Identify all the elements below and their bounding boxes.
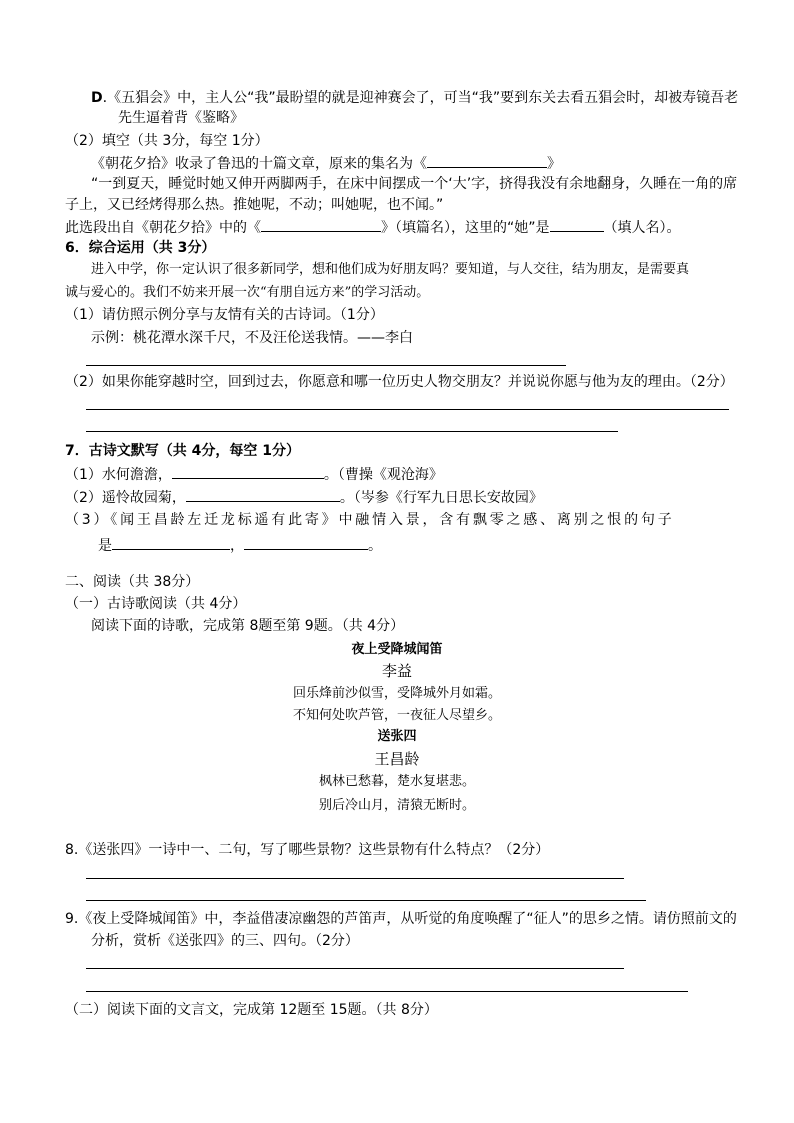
answer-line[interactable] [86, 991, 688, 992]
answer-line[interactable] [86, 431, 618, 432]
poem1-line-1: 回乐烽前沙似雪，受降城外月如霜。 [292, 686, 501, 701]
poem2-title: 送张四 [377, 729, 417, 744]
poem1-line-2: 不知何处吹芦管，一夜征人尽望乡。 [292, 708, 501, 723]
q6-intro-1: 进入中学，你一定认识了很多新同学，想和他们成为好朋友吗？要知道，与人交往，结为朋友，是需要真 [91, 262, 690, 277]
answer-blank[interactable] [261, 216, 381, 232]
q6-sub2: （2）如果你能穿越时空，回到过去，你愿意和哪一位历史人物交朋友？并说说你愿与他为友的理由。（2分） [65, 374, 734, 390]
option-d-line-1: D.《五猖会》中，主人公“我”最盼望的就是迎神赛会了，可当“我”要到东关去看五猖会时，却被寿镜吾老 [91, 90, 739, 106]
q6-sub1: （1）请仿照示例分享与友情有关的古诗词。（1分） [65, 307, 384, 323]
q7-sentence-3-blanks: 是 ， 。 [98, 534, 382, 556]
poem1-title: 夜上受降城闻笛 [351, 642, 443, 657]
answer-line[interactable] [86, 900, 646, 901]
q6-intro-2: 诚与爱心的。我们不妨来开展一次“有朋自远方来”的学习活动。 [65, 285, 430, 300]
answer-blank[interactable] [172, 463, 324, 479]
fill-question-1: 《朝花夕拾》收录了鲁迅的十篇文章，原来的集名为《 》 [91, 152, 561, 174]
quote-line-1: “一到夏天，睡觉时她又伸开两脚两手，在床中间摆成一个‘大’字，挤得我没有余地翻身，久睡在一角的席 [91, 176, 738, 192]
q6-example: 示例：桃花潭水深千尺，不及汪伦送我情。——李白 [91, 330, 413, 346]
option-d-line-2: 先生逼着背《鉴略》 [118, 110, 244, 126]
q7-sentence-2: （2）遥怜故园菊， 。（岑参《行军九日思长安故园》 [65, 486, 543, 508]
answer-line[interactable] [86, 365, 566, 366]
fill-heading: （2）填空（共 3分，每空 1分） [65, 133, 269, 149]
answer-blank[interactable] [244, 534, 368, 550]
answer-line[interactable] [86, 878, 624, 879]
poem2-author: 王昌龄 [374, 750, 420, 768]
poem1-author: 李益 [381, 662, 412, 680]
question-8: 8.《送张四》一诗中一、二句，写了哪些景物？这些景物有什么特点？（2分） [65, 842, 550, 858]
quote-line-2: 子上，又已经烤得那么热。推她呢，不动；叫她呢，也不闻。” [65, 197, 444, 213]
poetry-heading: （一）古诗歌阅读（共 4分） [65, 596, 247, 612]
reading-heading: 二、阅读（共 38分） [65, 574, 200, 590]
classical-heading: （二）阅读下面的文言文，完成第 12题至 15题。（共 8分） [65, 1002, 438, 1018]
poem2-line-2: 别后冷山月，清猿无断时。 [318, 798, 475, 813]
answer-blank[interactable] [186, 486, 340, 502]
answer-blank[interactable] [427, 152, 547, 168]
answer-blank[interactable] [550, 216, 604, 232]
fill-question-2: 此选段出自《朝花夕拾》中的《 》（填篇名），这里的“她”是 （填人名）。 [65, 216, 681, 238]
q6-heading: 6．综合运用（共 3分） [65, 240, 216, 256]
answer-line[interactable] [86, 409, 729, 410]
q7-heading: 7．古诗文默写（共 4分，每空 1分） [65, 443, 300, 459]
question-9-line-1: 9.《夜上受降城闻笛》中，李益借凄凉幽怨的芦笛声，从听觉的角度唤醒了“征人”的思乡之情。请仿照前文的 [65, 911, 737, 927]
poetry-instructions: 阅读下面的诗歌，完成第 8题至第 9题。（共 4分） [91, 618, 405, 634]
q7-sentence-3: （3）《闻王昌龄左迁龙标遥有此寄》中融情入景，含有飘零之感、离别之恨的句子 [65, 512, 675, 528]
question-9-line-2: 分析，赏析《送张四》的三、四句。（2分） [91, 933, 359, 949]
q7-sentence-1: （1）水何澹澹， 。（曹操《观沧海》 [65, 463, 443, 485]
poem2-line-1: 枫林已愁暮，楚水复堪悲。 [318, 774, 475, 789]
answer-blank[interactable] [112, 534, 230, 550]
answer-line[interactable] [86, 968, 624, 969]
